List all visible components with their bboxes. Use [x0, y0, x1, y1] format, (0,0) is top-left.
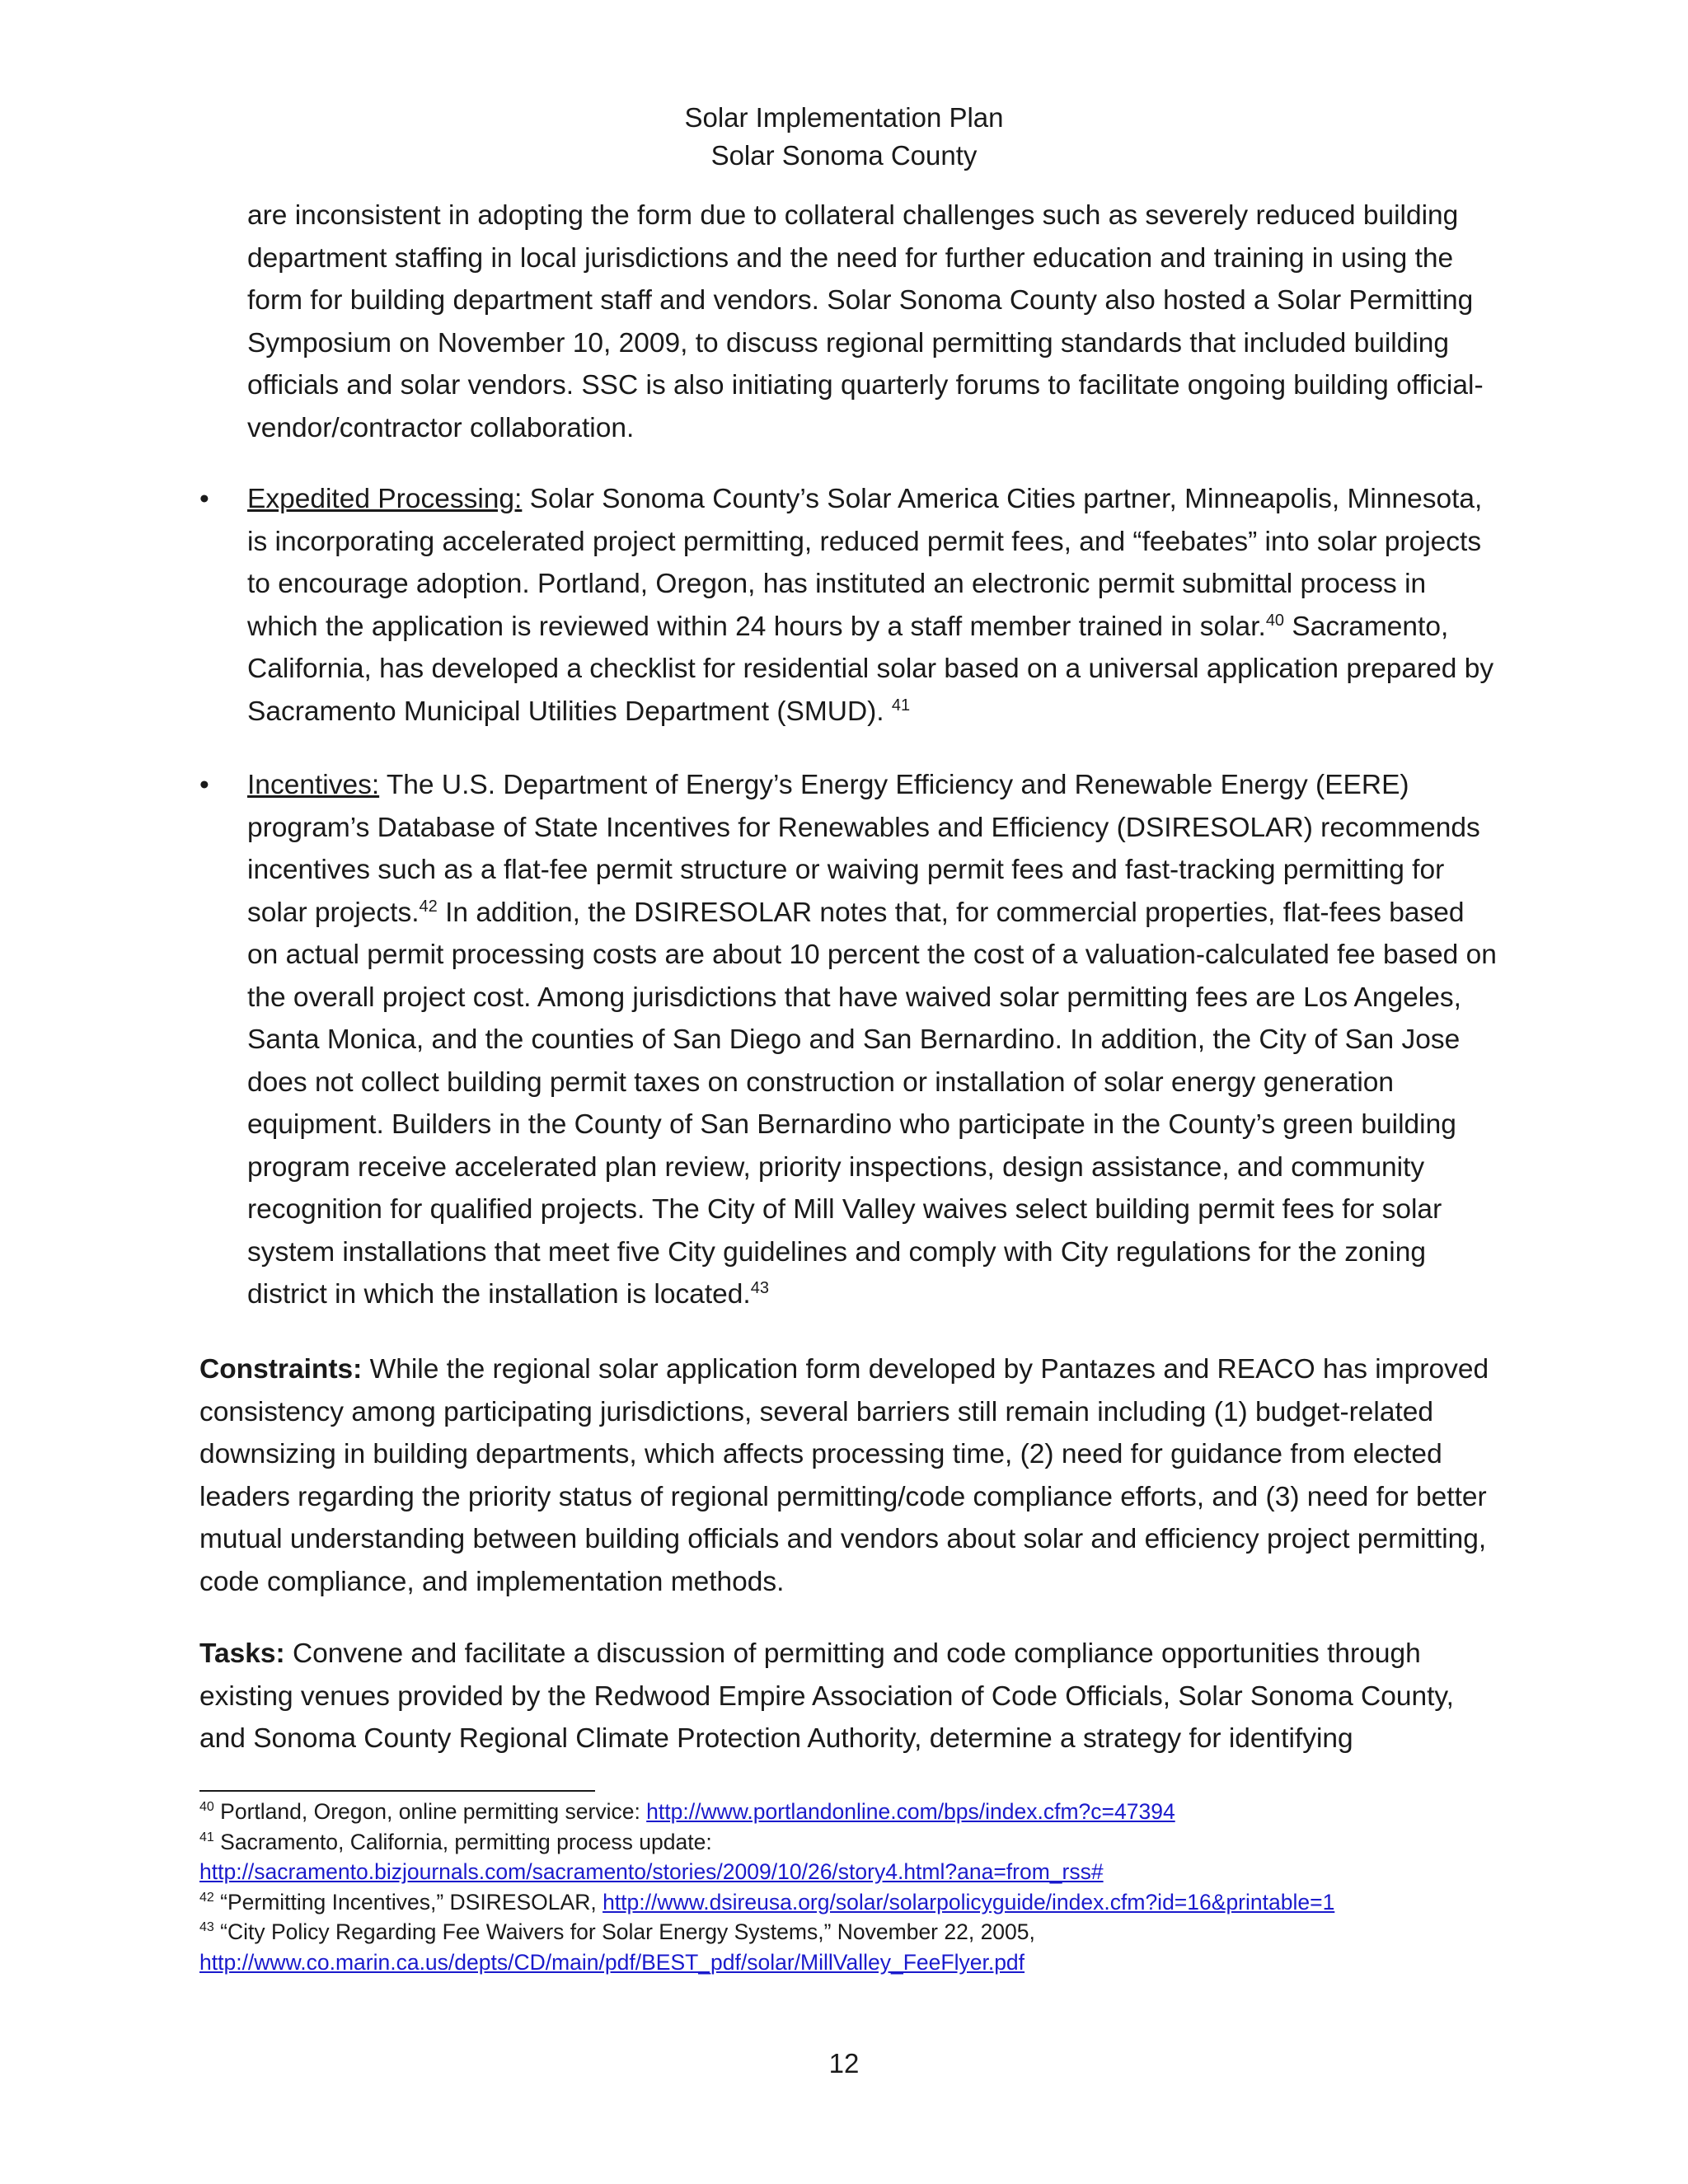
footnote-separator [199, 1790, 595, 1792]
bullet-text: The U.S. Department of Energy’s Energy Efficiency and Renewable Energy (EERE) program’s Database of State Incentives for Renewables and Efficiency (DSIRESOLAR) recommends incentives such as a flat-fee permit structure or waiving permit fees and fast-tracking permitting for solar projects. [247, 770, 1480, 928]
footnote-number: 40 [199, 1800, 214, 1815]
page-number: 12 [828, 2048, 860, 2079]
tasks-text: Convene and facilitate a discussion of permitting and code compliance opportunities through existing venues provided by the Redwood Empire Association of Code Officials, Solar Sonoma County, and Sonoma County Regional Climate Protection Authority, determine a strategy for identifying [199, 1638, 1454, 1754]
footnote-text: “City Policy Regarding Fee Waivers for Solar Energy Systems,” November 22, 2005, [213, 1919, 1035, 1944]
footnote-41-link-line [199, 1857, 1518, 1887]
footnote-43 [199, 1917, 1518, 1947]
footnote-41 [199, 1827, 1518, 1858]
footnotes [199, 1797, 1518, 1977]
footnote-ref-40[interactable]: 40 [1265, 611, 1285, 630]
tasks-paragraph [199, 1633, 1502, 1760]
running-header-title: Solar Implementation Plan [684, 102, 1004, 133]
footnote-40 [199, 1797, 1518, 1827]
footnote-link[interactable]: http://www.dsireusa.org/solar/solarpolicyguide/index.cfm?id=16&printable=1 [603, 1889, 1335, 1915]
bullet-marker: • [199, 770, 209, 800]
footnote-ref-43[interactable]: 43 [750, 1278, 769, 1297]
footnote-42 [199, 1887, 1518, 1918]
bullet-incentives [199, 764, 1500, 1316]
footnote-link[interactable]: http://www.co.marin.ca.us/depts/CD/main/pdf/BEST_pdf/solar/MillValley_FeeFlyer.pdf [199, 1949, 1025, 1975]
tasks-label: Tasks: [199, 1638, 285, 1669]
footnote-number: 42 [199, 1890, 214, 1905]
bullet-text: Sacramento, California, has developed a checklist for residential solar based on a universal application prepared by Sacramento Municipal Utilities Department (SMUD). [247, 611, 1494, 727]
bullet-label: Expedited Processing: [247, 484, 523, 514]
footnote-link[interactable]: http://sacramento.bizjournals.com/sacramento/stories/2009/10/26/story4.html?ana=from_rss# [199, 1859, 1104, 1884]
bullet-text: Solar Sonoma County’s Solar America Cities partner, Minneapolis, Minnesota, is incorporating accelerated project permitting, reduced permit fees, and “feebates” into solar projects to encourage adoption. Portland, Oregon, has instituted an electronic permit submittal process in which the application is reviewed within 24 hours by a staff member trained in solar. [247, 484, 1483, 642]
footnote-link[interactable]: http://www.portlandonline.com/bps/index.cfm?c=47394 [646, 1799, 1175, 1824]
constraints-label: Constraints: [199, 1354, 363, 1385]
bullet-label: Incentives: [247, 770, 380, 800]
footnote-ref-41[interactable]: 41 [891, 696, 911, 715]
footnote-ref-42[interactable]: 42 [419, 897, 438, 916]
continued-paragraph: are inconsistent in adopting the form due to collateral challenges such as severely reduced building department staffing in local jurisdictions and the need for further education and training in using the form for building department staff and vendors. Solar Sonoma County also hosted a Solar Permitting Symposium on November 10, 2009, to discuss regional permitting standards that included building officials and solar vendors. SSC is also initiating quarterly forums to facilitate ongoing building official-vendor/contractor collaboration. [247, 200, 1484, 443]
footnote-text: Portland, Oregon, online permitting service: [213, 1799, 647, 1824]
bullet-text: In addition, the DSIRESOLAR notes that, for commercial properties, flat-fees based on actual permit processing costs are about 10 percent the cost of a valuation-calculated fee based on the overall project cost. Among jurisdictions that have waived solar permitting fees are Los Angeles, Santa Monica, and the counties of San Diego and San Bernardino. In addition, the City of San Jose does not collect building permit taxes on construction or installation of solar energy generation equipment. Builders in the County of San Bernardino who participate in the County’s green building program receive accelerated plan review, priority inspections, design assistance, and community recognition for qualified projects. The City of Mill Valley waives select building permit fees for solar system installations that meet five City guidelines and comply with City regulations for the zoning district in which the installation is located. [247, 897, 1497, 1310]
bullet-marker: • [199, 484, 209, 514]
footnote-text: “Permitting Incentives,” DSIRESOLAR, [213, 1889, 603, 1915]
footnote-number: 43 [199, 1920, 214, 1935]
bullet-expedited-processing [199, 478, 1500, 733]
constraints-text: While the regional solar application form developed by Pantazes and REACO has improved consistency among participating jurisdictions, several barriers still remain including (1) budget-related downsizing in building departments, which affects processing time, (2) need for guidance from elected leaders regarding the priority status of regional permitting/code compliance efforts, and (3) need for better mutual understanding between building officials and vendors about solar and efficiency project permitting, code compliance, and implementation methods. [199, 1354, 1489, 1597]
footnote-text: Sacramento, California, permitting process update: [213, 1829, 712, 1854]
running-header-subtitle: Solar Sonoma County [710, 140, 978, 171]
constraints-paragraph [199, 1348, 1502, 1603]
footnote-43-link-line [199, 1947, 1518, 1978]
footnote-number: 41 [199, 1830, 214, 1844]
